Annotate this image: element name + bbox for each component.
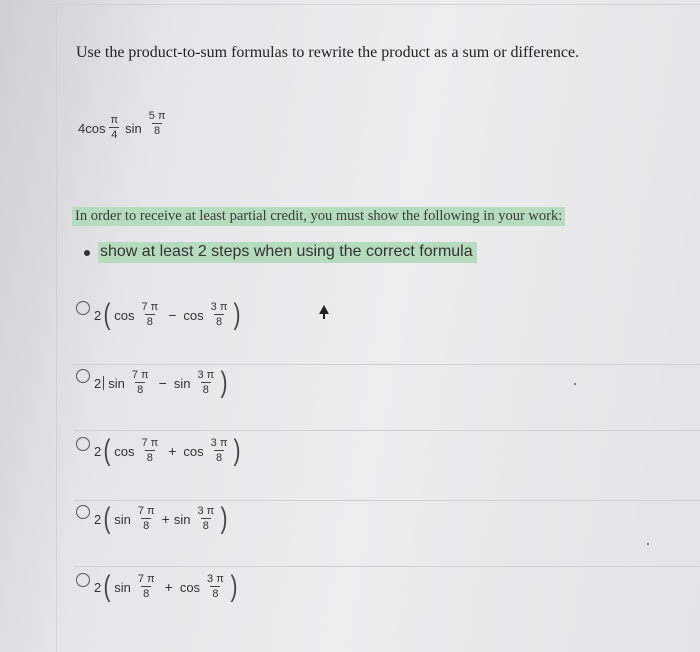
fraction-numerator: 7 π: [137, 505, 155, 517]
open-paren-icon: (: [103, 434, 111, 467]
given-fraction-2-denominator: 8: [154, 125, 161, 137]
option-divider: [74, 566, 700, 567]
answer-option-4[interactable]: [76, 504, 229, 534]
given-fraction-1: [108, 115, 120, 141]
option-function-1: sin: [114, 579, 131, 595]
fraction-denominator: 8: [215, 316, 223, 328]
open-paren-icon: (: [103, 570, 111, 603]
option-divider: [74, 500, 700, 501]
option-expression: [94, 572, 239, 602]
requirement-text: show at least 2 steps when using the correct formula: [98, 242, 477, 263]
fraction-denominator: 8: [146, 316, 153, 328]
close-paren-icon: ): [233, 434, 241, 467]
question-text: Use the product-to-sum formulas to rewrite the product as a sum or difference.: [76, 44, 580, 61]
option-expression: [94, 504, 229, 534]
option-fraction-2: [195, 370, 216, 396]
given-expression: [78, 110, 170, 141]
option-expression: [94, 368, 229, 398]
option-function-1: cos: [114, 307, 135, 323]
radio-button[interactable]: [76, 573, 90, 587]
fraction-numerator: 7 π: [137, 573, 155, 585]
open-paren-icon: (: [103, 298, 111, 331]
radio-button[interactable]: [76, 505, 90, 519]
fraction-numerator: 3 π: [197, 505, 215, 517]
radio-button[interactable]: [76, 369, 90, 383]
option-function-2: sin: [173, 511, 191, 527]
fraction-numerator: 7 π: [141, 301, 159, 313]
screen-speck: [574, 383, 576, 385]
close-paren-icon: ): [220, 502, 228, 535]
option-fraction-2: [195, 506, 216, 532]
option-fraction-1: [139, 302, 160, 328]
option-divider: [74, 430, 700, 431]
fraction-denominator: 8: [212, 588, 219, 600]
option-operator: +: [161, 511, 170, 527]
open-paren-icon: (: [103, 502, 111, 535]
option-fraction-2: [209, 302, 230, 328]
option-function-2: cos: [183, 443, 204, 459]
given-fraction-2: [147, 111, 168, 137]
option-divider: [74, 364, 700, 365]
fraction-denominator: 8: [137, 384, 144, 396]
fraction-denominator: 8: [202, 520, 209, 532]
bracket-bar-icon: [103, 376, 104, 390]
option-coefficient: 2: [94, 511, 102, 527]
close-paren-icon: ): [230, 570, 238, 603]
fraction-numerator: 7 π: [131, 369, 149, 381]
mouse-cursor-icon: [319, 305, 329, 314]
option-fraction-2: [205, 574, 226, 600]
option-coefficient: 2: [94, 375, 102, 391]
option-fraction-1: [136, 506, 157, 532]
frame-left-border: [56, 4, 57, 652]
answer-option-1[interactable]: [76, 300, 242, 330]
frame-top-border: [0, 4, 700, 5]
radio-button[interactable]: [76, 437, 90, 451]
option-coefficient: 2: [94, 579, 102, 595]
option-fraction-1: [136, 574, 157, 600]
option-coefficient: 2: [94, 443, 102, 459]
close-paren-icon: ): [233, 298, 241, 331]
answer-option-2[interactable]: [76, 368, 229, 398]
option-operator: +: [164, 579, 173, 595]
radio-button[interactable]: [76, 301, 90, 315]
fraction-numerator: 3 π: [197, 369, 215, 381]
answer-option-3[interactable]: [76, 436, 242, 466]
option-function-2: cos: [183, 307, 204, 323]
fraction-numerator: 3 π: [210, 437, 228, 449]
given-fraction-1-denominator: 4: [111, 129, 118, 141]
fraction-numerator: 3 π: [210, 301, 228, 313]
given-fraction-2-numerator: 5 π: [148, 110, 166, 122]
option-fraction-1: [139, 438, 160, 464]
fraction-denominator: 8: [202, 384, 209, 396]
option-function-1: sin: [108, 375, 125, 391]
option-coefficient: 2: [94, 307, 102, 323]
given-function-2: sin: [125, 120, 142, 136]
option-function-1: sin: [114, 511, 131, 527]
option-expression: [94, 436, 242, 466]
fraction-numerator: 7 π: [141, 437, 159, 449]
fraction-denominator: 8: [143, 588, 150, 600]
option-operator: −: [168, 307, 177, 323]
close-paren-icon: ): [220, 366, 228, 399]
credit-instruction: In order to receive at least partial credit, you must show the following in your work:: [72, 207, 565, 226]
fraction-denominator: 8: [146, 452, 153, 464]
given-coefficient: 4cos: [78, 120, 106, 136]
given-fraction-1-numerator: π: [110, 114, 119, 126]
option-function-1: cos: [114, 443, 135, 459]
option-fraction-1: [130, 370, 151, 396]
requirement-bullet: [84, 242, 477, 263]
option-operator: +: [168, 443, 177, 459]
option-function-2: cos: [179, 579, 201, 595]
option-fraction-2: [209, 438, 230, 464]
option-function-2: sin: [173, 375, 191, 391]
answer-option-5[interactable]: [76, 572, 239, 602]
option-expression: [94, 300, 242, 330]
screen-speck: [647, 543, 649, 545]
option-operator: −: [158, 375, 167, 391]
fraction-numerator: 3 π: [207, 573, 224, 585]
fraction-denominator: 8: [215, 452, 223, 464]
fraction-denominator: 8: [143, 520, 150, 532]
bullet-icon: [84, 250, 90, 256]
